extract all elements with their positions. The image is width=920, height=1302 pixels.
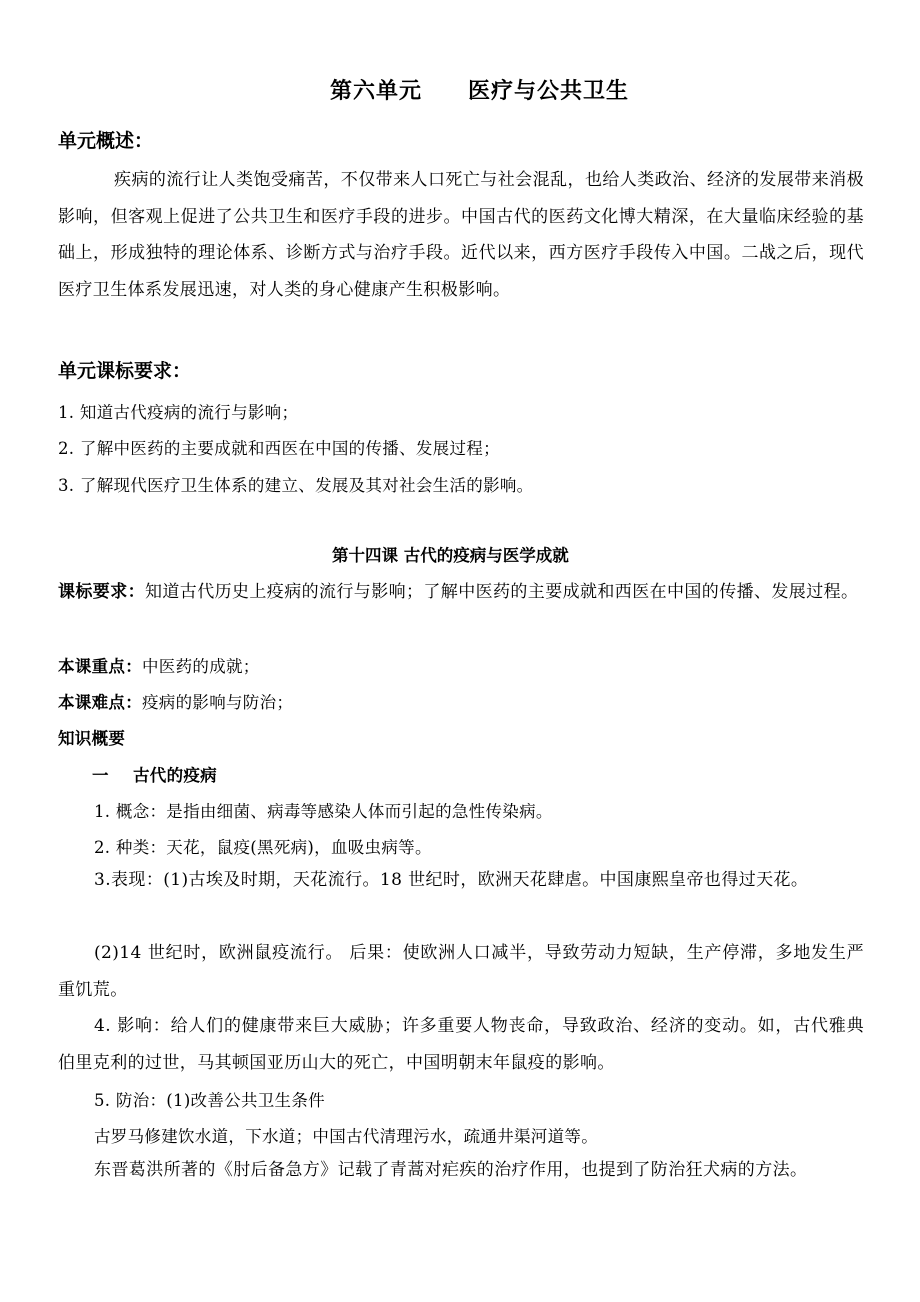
requirements-label: 课标要求： <box>58 582 145 602</box>
lesson-key-point <box>58 653 260 677</box>
key-point-label: 本课重点： <box>58 657 142 676</box>
lesson-title: 第十四课 古代的疫病与医学成就 <box>332 546 569 565</box>
item-prevention-public-health: 古罗马修建饮水道，下水道；中国古代清理污水，疏通井渠河道等。 <box>94 1127 598 1146</box>
overview-heading: 单元概述： <box>58 130 154 152</box>
item-prevention-medicine: 东晋葛洪所著的《肘后备急方》记载了青蒿对疟疾的治疗作用，也提到了防治狂犬病的方法。 <box>94 1160 808 1180</box>
item-types: 2. 种类：天花，鼠疫(黑死病)，血吸虫病等。 <box>94 838 432 857</box>
item-concept: 1. 概念：是指由细菌、病毒等感染人体而引起的急性传染病。 <box>94 802 553 821</box>
unit-title-part1: 第六单元 <box>330 79 423 104</box>
standard-item-3: 3. 了解现代医疗卫生体系的建立、发展及其对社会生活的影响。 <box>58 476 534 495</box>
standard-item-2: 2. 了解中医药的主要成就和西医在中国的传播、发展过程； <box>58 439 500 458</box>
unit-title-part2: 医疗与公共卫生 <box>468 79 630 104</box>
requirements-text: 知道古代历史上疫病的流行与影响；了解中医药的主要成就和西医在中国的传播、发展过程。 <box>145 582 859 602</box>
standards-heading: 单元课标要求： <box>58 360 192 382</box>
difficulty-label: 本课难点： <box>58 693 142 712</box>
item-manifestation-2: (2)14 世纪时，欧洲鼠疫流行。 后果：使欧洲人口减半，导致劳动力短缺，生产停滞，多地发生严重饥荒。 <box>58 943 864 1000</box>
difficulty-text: 疫病的影响与防治； <box>142 693 294 712</box>
key-point-text: 中医药的成就； <box>142 657 260 676</box>
item-impact: 4. 影响：给人们的健康带来巨大威胁；许多重要人物丧命，导致政治、经济的变动。如，古代雅典伯里克利的过世，马其顿国亚历山大的死亡，中国明朝末年鼠疫的影响。 <box>58 1016 864 1073</box>
standard-item-1: 1. 知道古代疫病的流行与影响； <box>58 403 299 422</box>
unit-title <box>330 74 629 105</box>
lesson-difficulty <box>58 689 293 713</box>
item-manifestation: 3.表现：(1)古埃及时期，天花流行。18 世纪时，欧洲天花肆虐。中国康熙皇帝也得过天花。 <box>94 870 809 890</box>
item-prevention: 5. 防治：(1)改善公共卫生条件 <box>94 1091 325 1110</box>
lesson-requirements <box>58 574 864 611</box>
knowledge-overview-label: 知识概要 <box>58 729 126 748</box>
section-1-title: 一 古代的疫病 <box>92 766 217 785</box>
overview-paragraph: 疾病的流行让人类饱受痛苦，不仅带来人口死亡与社会混乱，也给人类政治、经济的发展带来消极影响，但客观上促进了公共卫生和医疗手段的进步。中国古代的医药文化博大精深，在大量临床经验的基础上，形成独特的理论体系、诊断方式与治疗手段。近代以来，西方医疗手段传入中国。二战之后，现代医疗卫生体系发展迅速，对人类的身心健康产生积极影响。 <box>58 170 864 300</box>
